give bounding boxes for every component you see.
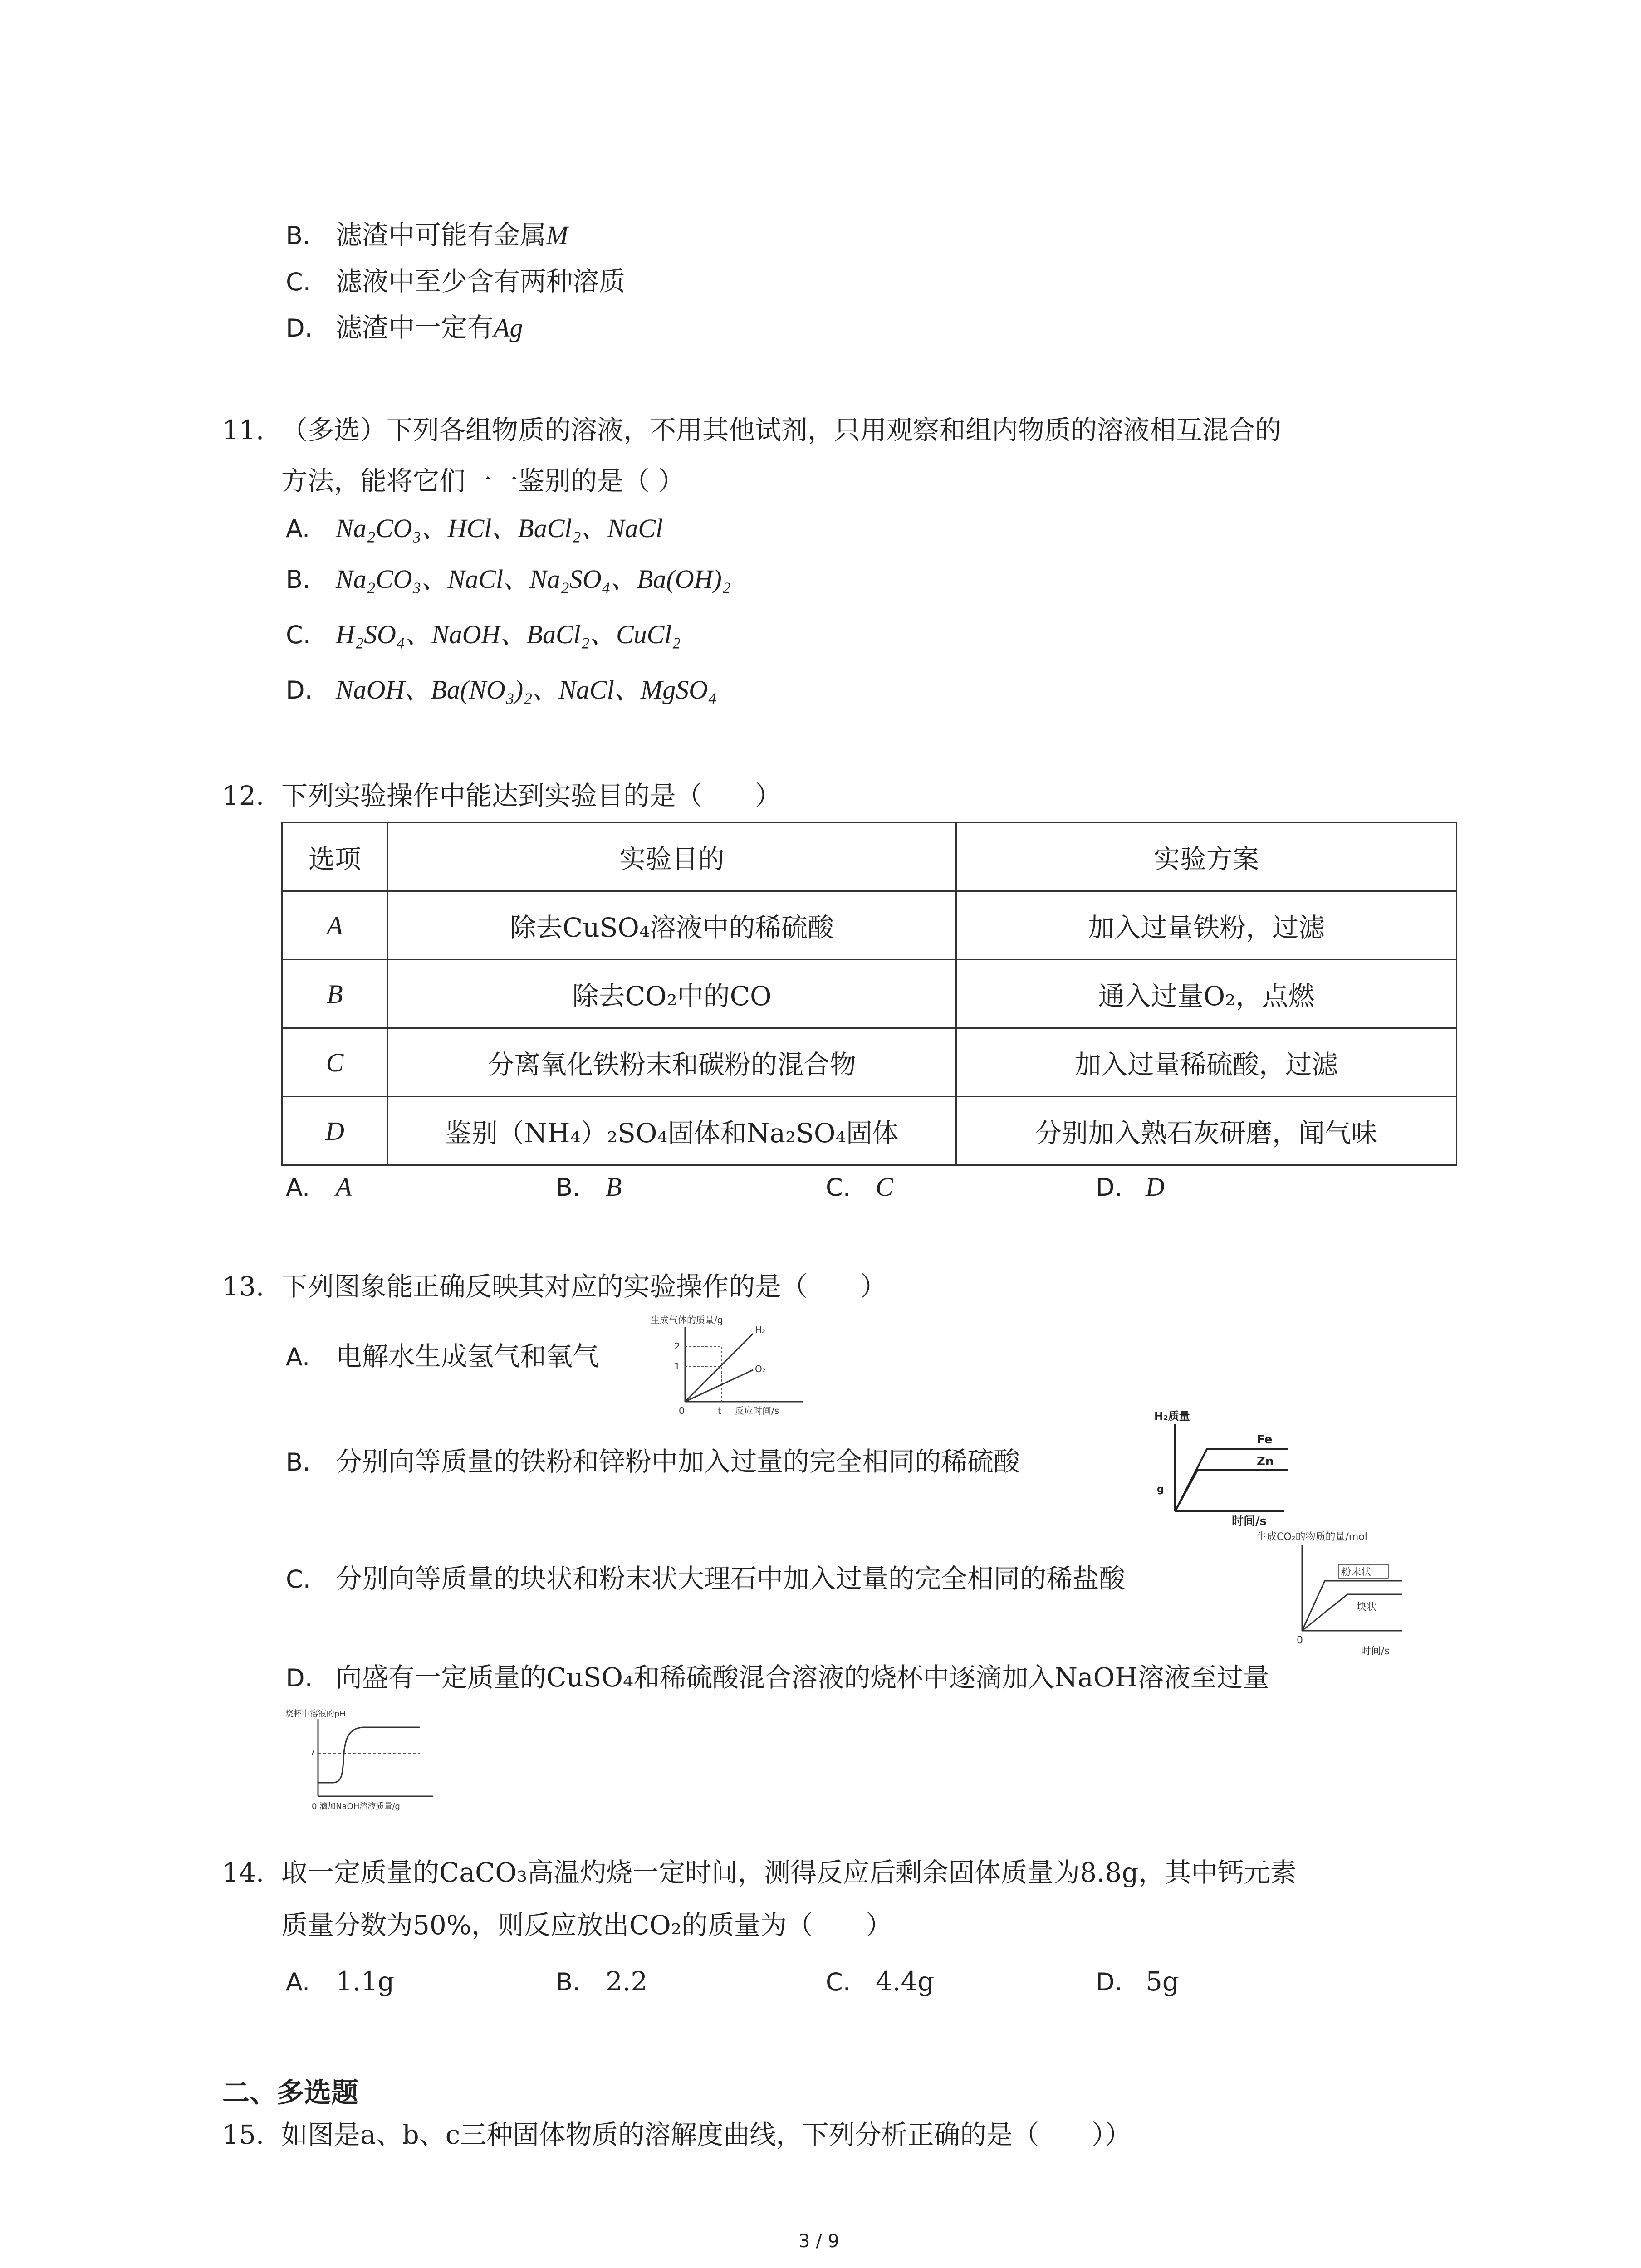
q13-stem: 13. 下列图象能正确反映其对应的实验操作的是（ ） [222, 1271, 887, 1302]
q13-graph-c [1257, 1526, 1411, 1658]
graph-a-ytick: 1 [674, 1361, 680, 1372]
q13-graph-d [284, 1706, 447, 1814]
graph-c-series-label: 块状 [1357, 1602, 1377, 1613]
q11-stem-line2: 方法，能将它们一一鉴别的是（ ） [281, 465, 685, 496]
table-cell: 除去CO₂中的CO [388, 960, 956, 1028]
graph-b-xlabel: 时间/s [1232, 1515, 1267, 1528]
graph-c-series-label: 粉末状 [1341, 1567, 1372, 1578]
table-header: 选项 [282, 823, 388, 891]
q12-answer-a: A. A [286, 1172, 352, 1202]
graph-b-yunit: g [1157, 1484, 1164, 1495]
graph-b-series-label: Zn [1257, 1455, 1274, 1468]
q11-option-c: C. H₂SO₄、NaOH、BaCl₂、CuCl₂ [286, 620, 681, 649]
table-cell: 鉴别（NH₄）₂SO₄固体和Na₂SO₄固体 [388, 1097, 956, 1165]
q12-table [281, 822, 1457, 1166]
graph-b-series-label: Fe [1257, 1433, 1273, 1447]
q12-answer-c: C. C [826, 1172, 893, 1202]
graph-d-ylabel: 烧杯中溶液的pH [285, 1709, 346, 1719]
q13-graph-b [1152, 1406, 1298, 1529]
q14-answer-c: C. 4.4g [826, 1966, 935, 1997]
graph-d-ph-curve [318, 1727, 420, 1783]
q14-answer-d: D. 5g [1096, 1966, 1180, 1997]
q11-stem-line1: 11. （多选）下列各组物质的溶液，不用其他试剂，只用观察和组内物质的溶液相互混合的 [222, 415, 1282, 445]
graph-c-origin: 0 [1297, 1635, 1303, 1646]
q14-stem-line2: 质量分数为50%，则反应放出CO₂的质量为（ ） [281, 1910, 892, 1941]
q13-option-b: B. 分别向等质量的铁粉和锌粉中加入过量的完全相同的稀硫酸 [286, 1446, 1020, 1477]
graph-b-ylabel: H₂质量 [1154, 1410, 1190, 1422]
q10-option-c: C. 滤液中至少含有两种溶质 [286, 266, 626, 297]
q12-answer-d: D. D [1096, 1172, 1165, 1202]
table-header: 实验方案 [956, 823, 1457, 891]
q14-answer-b: B. 2.2 [556, 1966, 648, 1997]
q15-stem: 15. 如图是a、b、c三种固体物质的溶解度曲线，下列分析正确的是（ ）） [222, 2119, 1132, 2150]
q10-option-d: D. 滤渣中一定有Ag [286, 312, 523, 343]
q11-option-d: D. NaOH、Ba(NO₃)₂、NaCl、MgSO₄ [286, 675, 717, 704]
graph-c-ylabel: 生成CO₂的物质的量/mol [1257, 1531, 1367, 1543]
q13-option-d: D. 向盛有一定质量的CuSO₄和稀硫酸混合溶液的烧杯中逐滴加入NaOH溶液至过量 [286, 1662, 1269, 1693]
graph-a-ytick: 2 [674, 1341, 680, 1352]
table-cell: 除去CuSO₄溶液中的稀硫酸 [388, 891, 956, 960]
table-cell: D [282, 1097, 388, 1165]
table-cell: 分别加入熟石灰研磨，闻气味 [956, 1097, 1457, 1165]
graph-c-xlabel: 时间/s [1361, 1646, 1390, 1657]
graph-a-xlabel: 反应时间/s [735, 1405, 779, 1416]
graph-a-xtick: t [718, 1405, 721, 1416]
graph-c-lump-line [1302, 1594, 1402, 1631]
section-heading: 二、多选题 [222, 2077, 358, 2109]
q14-stem-line1: 14. 取一定质量的CaCO₃高温灼烧一定时间，测得反应后剩余固体质量为8.8g，其中钙元素 [222, 1857, 1297, 1888]
graph-a-h2-line [685, 1334, 753, 1402]
graph-a-xtick: 0 [679, 1405, 685, 1416]
table-cell: 加入过量铁粉，过滤 [956, 891, 1457, 960]
page-number: 3 / 9 [798, 2231, 839, 2252]
table-cell: C [282, 1028, 388, 1097]
q14-answer-a: A. 1.1g [286, 1966, 395, 1997]
q10-option-b: B. 滤渣中可能有金属M [286, 220, 568, 250]
table-header: 实验目的 [388, 823, 956, 891]
graph-a-series-label: O₂ [755, 1364, 766, 1374]
q11-option-a: A. Na₂CO₃、HCl、BaCl₂、NaCl [286, 513, 663, 543]
table-row [282, 891, 1457, 960]
graph-a-ylabel: 生成气体的质量/g [651, 1315, 723, 1325]
q12-stem: 12. 下列实验操作中能达到实验目的是（ ） [222, 780, 782, 811]
graph-c-powder-line [1302, 1581, 1402, 1631]
graph-b-zn-line [1175, 1470, 1288, 1511]
graph-a-series-label: H₂ [755, 1325, 766, 1335]
graph-a-o2-line [685, 1370, 753, 1402]
q13-option-a: A. 电解水生成氢气和氧气 [286, 1341, 599, 1372]
q13-option-c: C. 分别向等质量的块状和粉末状大理石中加入过量的完全相同的稀盐酸 [286, 1563, 1126, 1594]
table-row [282, 960, 1457, 1028]
table-row [282, 1097, 1457, 1165]
table-header-row [282, 823, 1457, 891]
graph-d-ytick: 7 [310, 1748, 315, 1758]
graph-d-xlabel: 0 滴加NaOH溶液质量/g [312, 1802, 400, 1811]
q11-option-b: B. Na₂CO₃、NaCl、Na₂SO₄、Ba(OH)₂ [286, 564, 731, 594]
table-cell: 分离氧化铁粉末和碳粉的混合物 [388, 1028, 956, 1097]
table-cell: 通入过量O₂，点燃 [956, 960, 1457, 1028]
table-cell: B [282, 960, 388, 1028]
q12-answer-b: B. B [556, 1172, 622, 1202]
table-row [282, 1028, 1457, 1097]
table-cell: A [282, 891, 388, 960]
q13-graph-a [649, 1313, 812, 1418]
table-cell: 加入过量稀硫酸，过滤 [956, 1028, 1457, 1097]
